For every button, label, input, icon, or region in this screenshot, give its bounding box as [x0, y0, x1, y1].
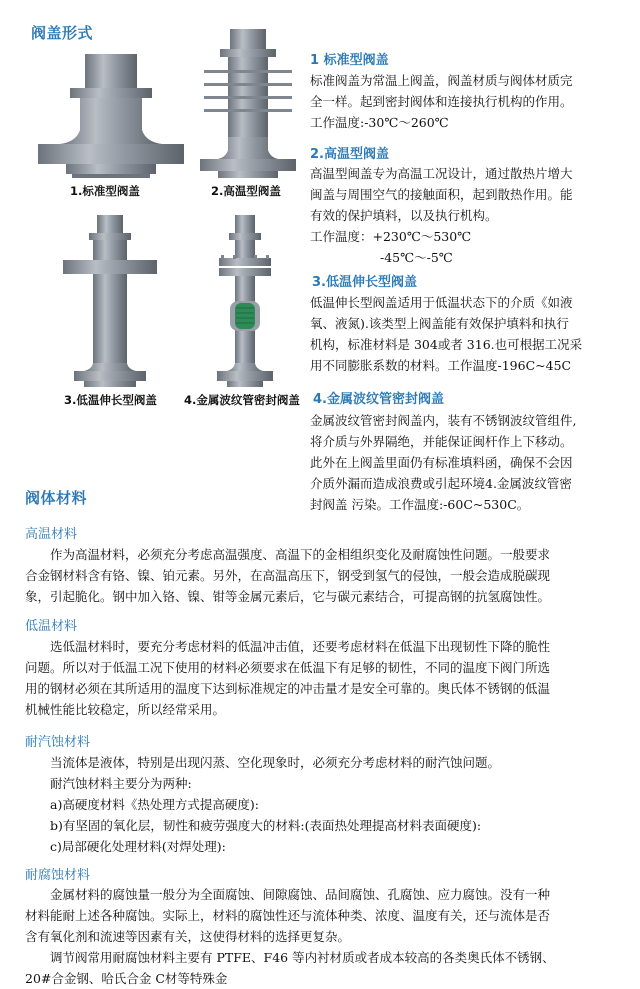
figure-standard-bonnet — [36, 50, 186, 180]
paragraph-line: 调节阀常用耐腐蚀材料主要有 PTFE、F46 等内衬材质或者成本较高的各类奥氏体不锈钢、 — [50, 950, 555, 965]
paragraph-line: 合金钢材料含有铬、镍、铂元素。另外，在高温高压下，钢受到氢气的侵蚀，一般会造成脱碳现 — [25, 568, 551, 583]
bonnet-section-title: 阀盖形式 — [31, 24, 94, 42]
list-item-b: b)有坚固的氧化层，韧性和疲劳强度大的材料:(表面热处理提高材料表面硬度): — [50, 818, 482, 833]
low-temp-materials-heading: 低温材料 — [25, 619, 78, 634]
figure-caption-bellows: 4.金属波纹管密封阀盖 — [184, 393, 300, 407]
paragraph-line: 20#合金钢、哈氏合金 C材等特殊金 — [25, 971, 228, 986]
paragraph-line: 用的钢材必须在其所适用的温度下达到标准规定的冲击量才是安全可靠的。奥氏体不锈钢的低温 — [25, 681, 551, 696]
figure-high-temp-bonnet — [198, 25, 298, 180]
type-4-line: 介质外漏而造成浪费或引起环境4.金属波纹管密 — [310, 476, 572, 491]
corrosion-materials-heading: 耐腐蚀材料 — [25, 868, 91, 883]
type-1-temp: 工作温度:-30℃～260℃ — [310, 115, 449, 130]
type-3-description — [310, 292, 582, 376]
paragraph-line: 含有氧化剂和流速等因素有关，这使得材料的选择更复杂。 — [25, 929, 351, 944]
type-1-description — [310, 70, 573, 133]
type-2-temp: 工作温度：+230℃～530℃ — [310, 229, 472, 244]
type-1-line: 全一样。起到密封阀体和连接执行机构的作用。 — [310, 94, 573, 109]
figure-caption-standard: 1.标准型阀盖 — [70, 184, 140, 198]
standard-bonnet-illustration — [36, 50, 186, 180]
paragraph-line: 问题。所以对于低温工况下使用的材料必须要求在低温下有足够的韧性，不同的温度下阀门所选 — [25, 660, 551, 675]
paragraph-line: 机械性能比较稳定，所以经常采用。 — [25, 702, 226, 717]
cavitation-materials-text — [25, 752, 500, 857]
type-3-line: 氧、液氮).该类型上阀盖能有效保护填料和执行 — [310, 316, 569, 331]
type-1-heading: 1 标准型阀盖 — [310, 53, 389, 68]
type-3-line: 低温伸长型阀盖适用于低温状态下的介质《如液 — [310, 295, 573, 310]
high-temp-materials-text — [25, 544, 550, 607]
bellows-icon — [235, 303, 255, 329]
paragraph-line: 作为高温材料，必须充分考虑高温强度、高温下的金相组织变化及耐腐蚀性问题。一般要求 — [50, 547, 551, 562]
paragraph-line: 材料能耐上述各种腐蚀。实际上，材料的腐蚀性还与流体种类、浓度、温度有关，还与流体是否 — [25, 908, 551, 923]
type-4-line: 此外在上阀盖里面仍有标准填料函，确保不会因 — [310, 455, 573, 470]
figure-low-temp-extended-bonnet — [60, 213, 160, 388]
type-3-heading: 3.低温伸长型阀盖 — [312, 275, 417, 290]
type-2-heading: 2.高温型阀盖 — [310, 147, 389, 162]
high-temp-bonnet-illustration — [198, 25, 298, 180]
type-4-line: 金属波纹管密封阀盖内，装有不锈钢波纹管组件, — [310, 413, 577, 428]
type-2-line: 有效的保护填料，以及执行机构。 — [310, 208, 498, 223]
type-4-description — [310, 410, 576, 515]
type-2-temp-low: -45℃～-5℃ — [380, 250, 453, 265]
type-2-line: 高温型闽盖专为高温工况设计，通过散热片增大 — [310, 166, 573, 181]
materials-section-title: 阀体材料 — [25, 489, 88, 507]
type-4-heading: 4.金属波纹管密封阀盖 — [313, 392, 444, 407]
corrosion-materials-text — [25, 884, 555, 989]
paragraph-line: 耐汽蚀材料主要分为两种: — [50, 776, 192, 791]
bellows-bonnet-illustration — [213, 213, 277, 388]
list-item-c: c)局部硬化处理材料(对焊处理): — [50, 839, 226, 854]
type-1-line: 标准阀盖为常温上阀盖，阀盖材质与阀体材质完 — [310, 73, 573, 88]
cavitation-materials-heading: 耐汽蚀材料 — [25, 735, 91, 750]
type-3-line: 机构，标准材料是 304或者 316.也可根据工况采 — [310, 337, 583, 352]
paragraph-line: 当流体是液体，特别是出现闪蒸、空化现象时，必须充分考虑材料的耐汽蚀问题。 — [50, 755, 501, 770]
figure-caption-high-temp: 2.高温型阀盖 — [211, 184, 281, 198]
type-3-temp: 用不同膨胀系数的材料。工作温度-196C~45C — [310, 358, 572, 373]
low-temp-materials-text — [25, 636, 550, 720]
type-4-temp: 封阀盖 污染。工作温度:-60C~530C。 — [310, 497, 530, 512]
paragraph-line: 象，引起脆化。钢中加入铬、镍、钳等金属元素后，它与碳元素结合，可提高钢的抗氢腐蚀性。 — [25, 589, 551, 604]
list-item-a: a)高硬度材料《热处理方式提高硬度): — [50, 797, 259, 812]
type-4-line: 将介质与外界隔绝，并能保证闽杆作上下移动。 — [310, 434, 573, 449]
type-2-line: 闽盖与周围空气的接触面积，起到散热作用。能 — [310, 187, 573, 202]
paragraph-line: 金属材料的腐蚀量一般分为全面腐蚀、间隙腐蚀、品间腐蚀、孔腐蚀、应力腐蚀。没有一种 — [50, 887, 551, 902]
figure-caption-low-temp: 3.低温伸长型阀盖 — [64, 393, 157, 407]
figure-bellows-sealed-bonnet — [213, 213, 277, 388]
low-temp-bonnet-illustration — [60, 213, 160, 388]
high-temp-materials-heading: 高温材料 — [25, 527, 78, 542]
type-2-description — [310, 163, 573, 268]
paragraph-line: 选低温材料时，要充分考虑材料的低温冲击值，还要考虑材料在低温下出现韧性下降的脆性 — [50, 639, 551, 654]
